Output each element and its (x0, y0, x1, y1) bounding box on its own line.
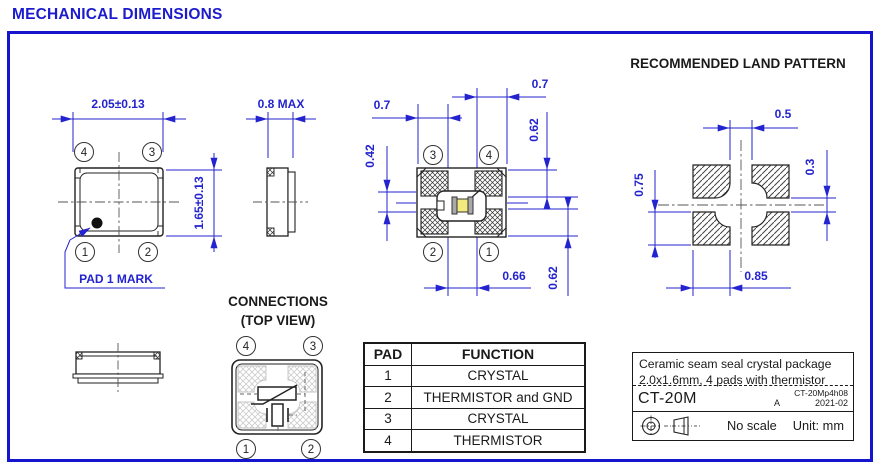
connections-pad-3: 3 (309, 341, 317, 353)
land-dim-bottom (666, 250, 791, 296)
side-view-body (253, 168, 308, 236)
top-view-width-dim (52, 112, 186, 152)
side-view-thickness-dim (246, 112, 316, 158)
inner-dim-left (378, 146, 416, 241)
inner-dim-right-upper-label: 0.62 (527, 118, 541, 142)
top-view-pad-4: 4 (80, 147, 88, 159)
connections-view (228, 294, 328, 459)
connections-pad-4: 4 (242, 341, 250, 353)
function-cell: THERMISTOR (412, 430, 586, 452)
unit-note: Unit: mm (792, 418, 844, 433)
top-view-pad-2: 2 (144, 247, 152, 259)
package-front-view (73, 343, 163, 392)
land-dim-top-label: 0.5 (774, 107, 792, 121)
pad-function-table (363, 342, 586, 453)
connections-body (232, 360, 322, 434)
inner-view-pad-1: 1 (485, 247, 493, 259)
land-dim-right-label: 0.3 (803, 158, 817, 176)
title-block-part-row (633, 386, 853, 411)
land-pattern-view (630, 56, 846, 296)
revision: A (774, 398, 781, 409)
connections-title: CONNECTIONS (228, 294, 328, 309)
description-line2: 2.0x1.6mm, 4 pads with thermistor (639, 373, 826, 388)
top-view-width-label: 2.05±0.13 (91, 97, 145, 111)
inner-dim-left-label: 0.42 (363, 144, 377, 168)
land-dim-bottom-label: 0.85 (744, 269, 768, 283)
date: 2021-02 (814, 398, 848, 409)
inner-dim-right-lower-label: 0.62 (546, 266, 560, 290)
table-row (364, 408, 585, 430)
connections-pad-2: 2 (307, 444, 315, 456)
pad1-mark-dot (92, 218, 103, 229)
page-title: MECHANICAL DIMENSIONS (12, 6, 223, 23)
land-dim-left (648, 170, 691, 258)
pad-table-header-pad: PAD (364, 343, 412, 365)
inner-view-pad-2: 2 (429, 247, 437, 259)
connections-pad-1: 1 (242, 444, 250, 456)
inner-dim-right-upper (508, 112, 578, 209)
function-cell: CRYSTAL (412, 408, 586, 430)
land-pattern-title: RECOMMENDED LAND PATTERN (630, 56, 846, 71)
top-view-body (58, 152, 180, 253)
inner-view-pad-3: 3 (429, 150, 437, 162)
title-block (632, 352, 854, 441)
table-row (364, 387, 585, 409)
inner-dim-top-right-label: 0.7 (531, 77, 549, 91)
pad-table-header-function: FUNCTION (412, 343, 586, 365)
package-inner-view (363, 77, 578, 296)
title-block-description (633, 353, 853, 386)
pad-cell: 2 (364, 387, 412, 409)
function-cell: THERMISTOR and GND (412, 387, 586, 409)
first-angle-projection-icon (640, 414, 706, 438)
document-info (768, 388, 848, 410)
title-block-scale-row (633, 411, 853, 439)
chip-end-cap-right (468, 197, 473, 214)
chip-body (457, 199, 468, 212)
inner-dim-top-left-label: 0.7 (373, 98, 391, 112)
connections-subtitle: (TOP VIEW) (240, 313, 316, 328)
pad1-mark-label: PAD 1 MARK (79, 272, 153, 286)
package-top-view (52, 97, 222, 288)
pad-cell: 1 (364, 365, 412, 387)
top-view-pad-1: 1 (81, 247, 89, 259)
side-view-thickness-label: 0.8 MAX (257, 97, 305, 111)
top-view-height-label: 1.65±0.13 (192, 176, 206, 230)
package-side-view (246, 97, 316, 236)
scale-note: No scale (727, 418, 777, 433)
function-cell: CRYSTAL (412, 365, 586, 387)
inner-dim-bottom-label: 0.66 (502, 269, 526, 283)
land-dim-left-label: 0.75 (632, 173, 646, 197)
table-row (364, 365, 585, 387)
chip-end-cap-left (452, 197, 457, 214)
description-line1: Ceramic seam seal crystal package (639, 357, 832, 371)
pad-cell: 4 (364, 430, 412, 452)
inner-view-body (417, 168, 506, 237)
inner-view-pad-4: 4 (485, 150, 493, 162)
pad-cell: 3 (364, 408, 412, 430)
top-view-pad-3: 3 (148, 147, 156, 159)
document-number: CT-20Mp4h08 (794, 387, 848, 398)
part-number: CT-20M (638, 389, 697, 407)
land-dim-top (703, 120, 798, 160)
table-row (364, 430, 585, 452)
